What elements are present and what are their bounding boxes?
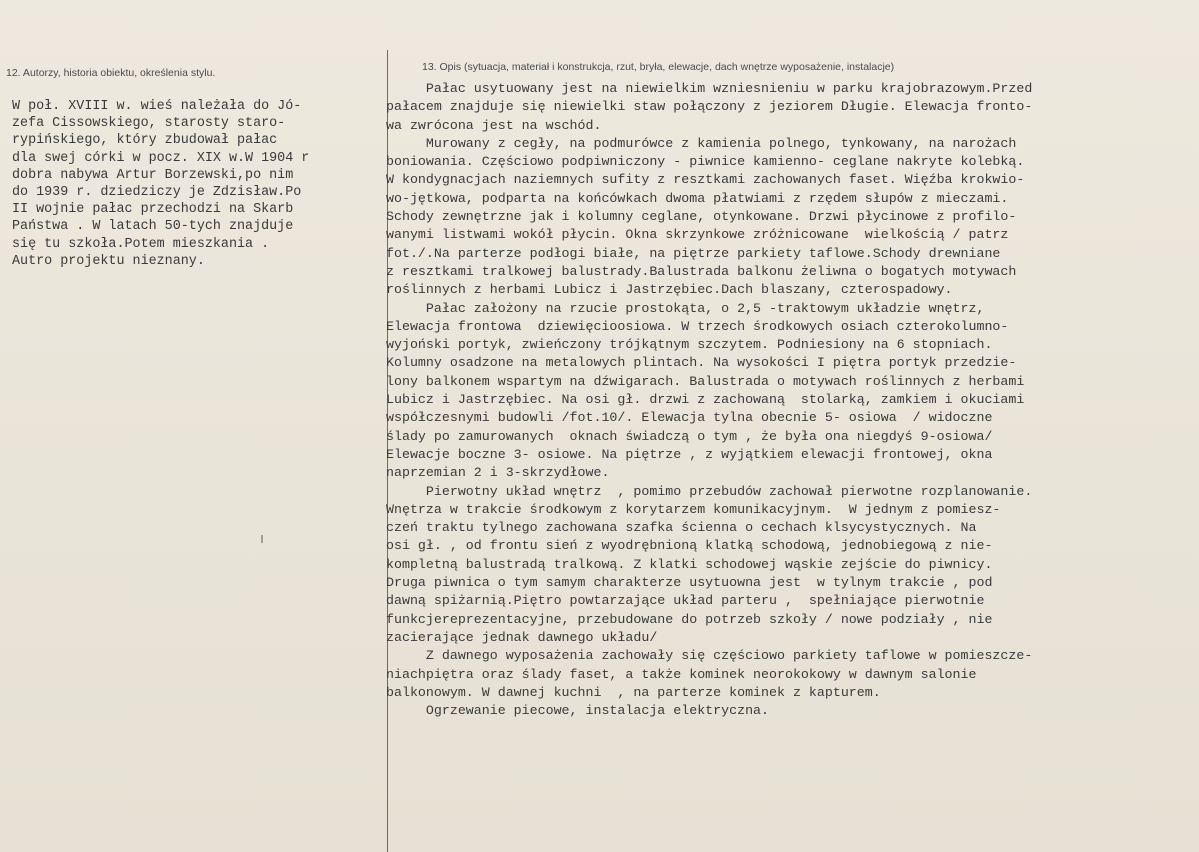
description-line: Wnętrza w trakcie środkowym z korytarzem komunikacyjnym. W jednym z pomiesz- (386, 501, 1001, 517)
history-line: zefa Cissowskiego, starosty staro- (12, 116, 286, 132)
history-line: do 1939 r. dziedziczy je Zdzisław.Po (12, 185, 302, 201)
description-line: dawną spiżarnią.Piętro powtarzające układ parteru , spełniające pierwotnie (386, 593, 985, 609)
description-line: wyjoński portyk, zwieńczony trójkątnym szczytem. Podniesiony na 6 stopniach. (386, 337, 993, 353)
description-line: naprzemian 2 i 3-skrzydłowe. (386, 465, 610, 481)
history-line: Państwa . W latach 50-tych znajduje (12, 219, 294, 235)
description-line: balkonowym. W dawnej kuchni , na parterze kominek z kapturem. (386, 684, 881, 700)
description-line: Elewacja frontowa dziewięcioosiowa. W trzech środkowych osiach czterokolumno- (386, 318, 1009, 334)
description-line: Druga piwnica o tym samym charakterze usytuowna jest w tylnym trakcie , pod (386, 575, 993, 591)
description-line: funkcjereprezentacyjne, przebudowane do potrzeb szkoły / nowe podziały , nie (386, 611, 993, 627)
description-line: Pałac założony na rzucie prostokąta, o 2,5 -traktowym układzie wnętrz, (386, 300, 985, 316)
description-line: ślady po zamurowanych oknach świadczą o tym , że była ona niegdyś 9-osiowa/ (386, 428, 993, 444)
description-line: z resztkami tralkowej balustrady.Balustrada balkonu żeliwna o bogatych motywach (386, 263, 1017, 279)
history-text (12, 98, 384, 270)
description-line: niachpiętra oraz ślady faset, a także kominek neorokokowy w dawnym salonie (386, 666, 977, 682)
description-line: Lubicz i Jastrzębiec. Na osi gł. drzwi z zachowaną stolarką, zamkiem i okuciami (386, 392, 1025, 408)
description-line: Ogrzewanie piecowe, instalacja elektryczna. (386, 703, 770, 719)
description-line: pałacem znajduje się niewielki staw połączony z jeziorem Długie. Elewacja fronto- (386, 99, 1033, 115)
description-line: Pierwotny układ wnętrz , pomimo przebudów zachował pierwotne rozplanowanie. (386, 483, 1033, 499)
description-line: Pałac usytuowany jest na niewielkim wzniesnieniu w parku krajobrazowym.Przed (386, 81, 1033, 96)
history-line: Autro projektu nieznany. (12, 253, 205, 269)
description-line: Z dawnego wyposażenia zachowały się częściowo parkiety taflowe w pomieszcze- (386, 648, 1033, 664)
description-line: czeń traktu tylnego zachowana szafka ścienna o cechach klsycystycznych. Na (386, 520, 977, 536)
description-line: Schody zewnętrzne jak i kolumny ceglane, otynkowane. Drzwi płycinowe z profilo- (386, 209, 1017, 225)
description-line: wo-jętkowa, podparta na końcówkach dwoma płatwiami z rzędem słupów z mieczami. (386, 190, 1009, 206)
description-line: osi gł. , od frontu sień z wyodrębnioną klatką schodową, jednobiegową z nie- (386, 538, 993, 554)
description-line: Murowany z cegły, na podmurówce z kamienia polnego, tynkowany, na narożach (386, 135, 1017, 151)
description-line: boniowania. Częściowo podpiwniczony - piwnice kamienno- ceglane nakryte kolebką. (386, 154, 1025, 170)
description-line: roślinnych z herbami Lubicz i Jastrzębiec.Dach blaszany, czterospadowy. (386, 282, 953, 298)
description-line: Elewacje boczne 3- osiowe. Na piętrze , z wyjątkiem elewacji frontowej, okna (386, 446, 993, 462)
description-line: zacierające jednak dawnego układu/ (386, 629, 658, 645)
history-line: II wojnie pałac przechodzi na Skarb (12, 202, 294, 218)
history-line: się tu szkoła.Potem mieszkania . (12, 236, 270, 252)
section-12-heading: 12. Autorzy, historia obiektu, określenia stylu. (6, 67, 216, 79)
description-text (386, 80, 1196, 720)
history-line: dla swej córki w pocz. XIX w.W 1904 r (12, 150, 310, 166)
description-line: wanymi listwami wokół płycin. Okna skrzynkowe zróżnicowane wielkością / patrz (386, 227, 1009, 243)
description-line: W kondygnacjach naziemnych sufity z resztkami zachowanych faset. Więźba krokwio- (386, 172, 1025, 188)
section-13-heading: 13. Opis (sytuacja, materiał i konstrukcja, rzut, bryła, elewacje, dach wnętrze wyposażenie, instalacje) (422, 61, 895, 73)
history-line: W poł. XVIII w. wieś należała do Jó- (12, 99, 302, 114)
history-line: rypińskiego, który zbudował pałac (12, 133, 278, 149)
description-line: kompletną balustradą tralkową. Z klatki schodowej wąskie zejście do piwnicy. (386, 556, 993, 572)
description-line: współczesnymi budowli /fot.10/. Elewacja tylna obecnie 5- osiowa / widoczne (386, 410, 993, 426)
history-line: dobra nabywa Artur Borzewski,po nim (12, 167, 294, 183)
ink-mark (261, 535, 263, 543)
description-line: wa zwrócona jest na wschód. (386, 117, 602, 133)
description-line: Kolumny osadzone na metalowych plintach. Na wysokości I piętra portyk przedzie- (386, 355, 1017, 371)
description-line: fot./.Na parterze podłogi białe, na piętrze parkiety taflowe.Schody drewniane (386, 245, 1001, 261)
description-line: lony balkonem wspartym na dźwigarach. Balustrada o motywach roślinnych z herbami (386, 373, 1025, 389)
